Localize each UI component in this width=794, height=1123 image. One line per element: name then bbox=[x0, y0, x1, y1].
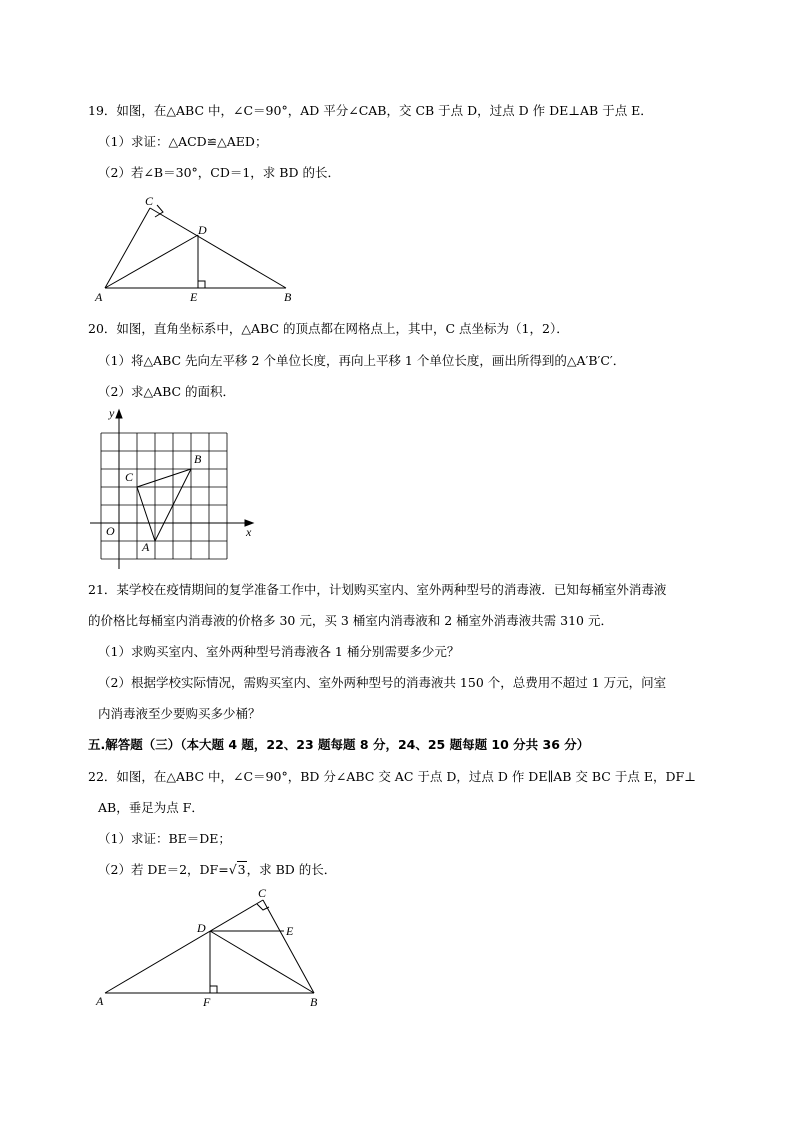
label-C: C bbox=[258, 886, 267, 900]
label-x: x bbox=[246, 525, 252, 539]
label-O: O bbox=[106, 524, 115, 538]
right-angle-E bbox=[198, 281, 205, 288]
seg-AD bbox=[105, 235, 198, 288]
q19-part2: （2）若∠B＝30°，CD＝1，求 BD 的长． bbox=[98, 165, 340, 180]
seg-AC bbox=[105, 900, 263, 993]
q22-part1: （1）求证：BE＝DE； bbox=[98, 831, 231, 846]
q20-part2: （2）求△ABC 的面积． bbox=[98, 384, 236, 399]
label-C: C bbox=[125, 470, 134, 484]
q20-stem: 20．如图，直角坐标系中，△ABC 的顶点都在网格点上，其中，C 点坐标为（1，2）． bbox=[88, 321, 569, 336]
label-B: B bbox=[194, 452, 202, 466]
q20-grid-figure bbox=[88, 405, 268, 573]
label-y: y bbox=[109, 406, 115, 420]
seg-DB bbox=[210, 931, 314, 993]
label-B: B bbox=[284, 290, 292, 304]
q21-part1: （1）求购买室内、室外两种型号消毒液各 1 桶分别需要多少元？ bbox=[98, 644, 460, 659]
section-5-heading: 五.解答题（三）（本大题 4 题，22、23 题每题 8 分，24、25 题每题 10 分共 36 分） bbox=[88, 737, 590, 752]
q19-figure bbox=[90, 190, 310, 308]
label-F: F bbox=[203, 995, 211, 1009]
q19-stem: 19．如图，在△ABC 中，∠C＝90°，AD 平分∠CAB，交 CB 于点 D，过点 D 作 DE⊥AB 于点 E． bbox=[88, 103, 653, 118]
label-D: D bbox=[197, 921, 206, 935]
label-D: D bbox=[198, 223, 207, 237]
q21-part2-line2: 内消毒液至少要购买多少桶？ bbox=[98, 706, 261, 721]
right-angle-F bbox=[210, 986, 217, 993]
label-E: E bbox=[286, 924, 294, 938]
seg-CA bbox=[137, 487, 155, 541]
seg-AC bbox=[105, 208, 150, 288]
label-A: A bbox=[95, 290, 103, 304]
seg-CB bbox=[150, 208, 286, 288]
label-E: E bbox=[190, 290, 198, 304]
label-A: A bbox=[142, 540, 150, 554]
label-A: A bbox=[96, 994, 104, 1008]
q22-part2-suffix: ，求 BD 的长． bbox=[246, 862, 337, 877]
q21-line2: 的价格比每桶室内消毒液的价格多 30 元，买 3 桶室内消毒液和 2 桶室外消毒液共需 310 元． bbox=[88, 613, 613, 628]
q22-line2: AB，垂足为点 F． bbox=[98, 800, 204, 815]
q20-part1: （1）将△ABC 先向左平移 2 个单位长度，再向上平移 1 个单位长度，画出所得到的△A′B′C′． bbox=[98, 353, 626, 368]
q19-part1: （1）求证：△ACD≌△AED； bbox=[98, 134, 268, 149]
q22-part2 bbox=[98, 862, 336, 878]
label-C: C bbox=[145, 194, 154, 208]
q22-part2-prefix: （2）若 DE＝2，DF= bbox=[98, 862, 229, 877]
sqrt-3: √3 bbox=[228, 862, 246, 877]
y-axis-arrow bbox=[116, 410, 122, 418]
q21-part2-line1: （2）根据学校实际情况，需购买室内、室外两种型号的消毒液共 150 个，总费用不超过 1 万元，问室 bbox=[98, 675, 667, 690]
sqrt-radicand: 3 bbox=[237, 862, 246, 877]
q21-line1: 21．某学校在疫情期间的复学准备工作中，计划购买室内、室外两种型号的消毒液．已知每桶室外消毒液 bbox=[88, 582, 667, 597]
seg-CB bbox=[263, 900, 314, 993]
q22-figure bbox=[90, 882, 330, 1010]
label-B: B bbox=[310, 995, 318, 1009]
q22-line1: 22．如图，在△ABC 中，∠C＝90°，BD 分∠ABC 交 AC 于点 D，过点 D 作 DE∥AB 交 BC 于点 E，DF⊥ bbox=[88, 769, 696, 784]
